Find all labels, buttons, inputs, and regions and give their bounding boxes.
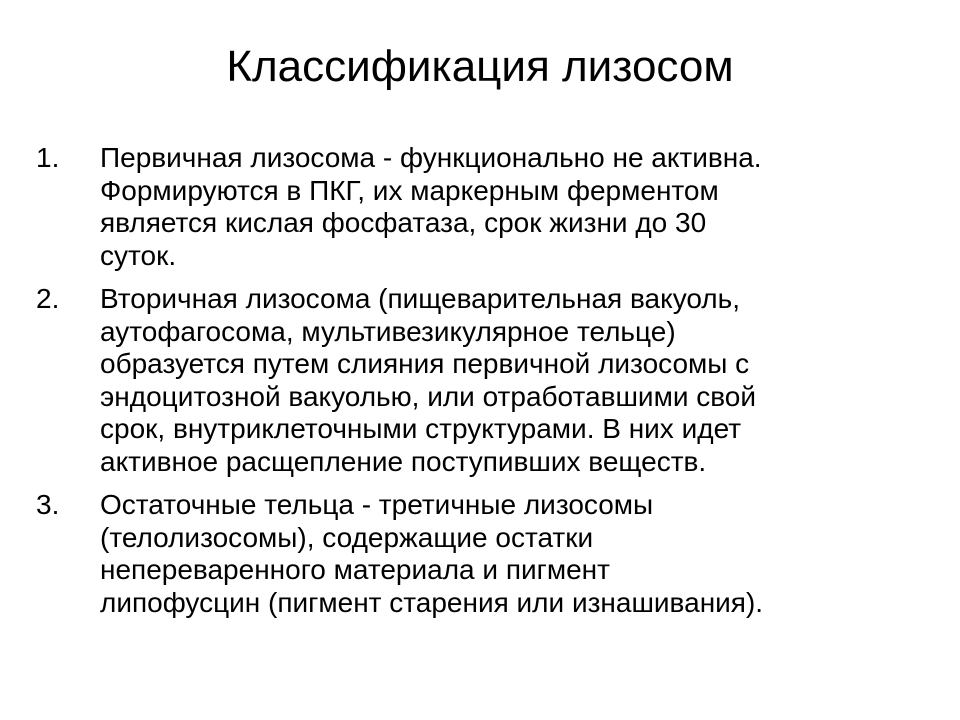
list-item [36,489,936,619]
list-item-number: 3. [36,489,60,520]
list-item-text: Вторичная лизосома (пищеварительная вакуоль, аутофагосома, мультивезикулярное тельце) образуется путем слияния первичной лизосомы с эндоцитозной вакуолью, или отработавшими свой срок, внутриклеточными структурами. В них идет активное расщепление поступивших веществ. [100,283,757,477]
list-item-text: Первичная лизосома - функционально не активна. Формируются в ПКГ, их маркерным ферментом является кислая фосфатаза, срок жизни до 30 суток. [100,142,762,271]
list-item-text: Остаточные тельца - третичные лизосомы (телолизосомы), содержащие остатки непереваренного материала и пигмент липофусцин (пигмент старения или изнашивания). [100,489,764,618]
list-item-number: 1. [36,142,60,173]
list-item [36,142,936,272]
slide-title: Классификация лизосом [226,42,734,91]
numbered-list [36,142,936,630]
list-item-number: 2. [36,283,60,314]
list-item [36,283,936,478]
